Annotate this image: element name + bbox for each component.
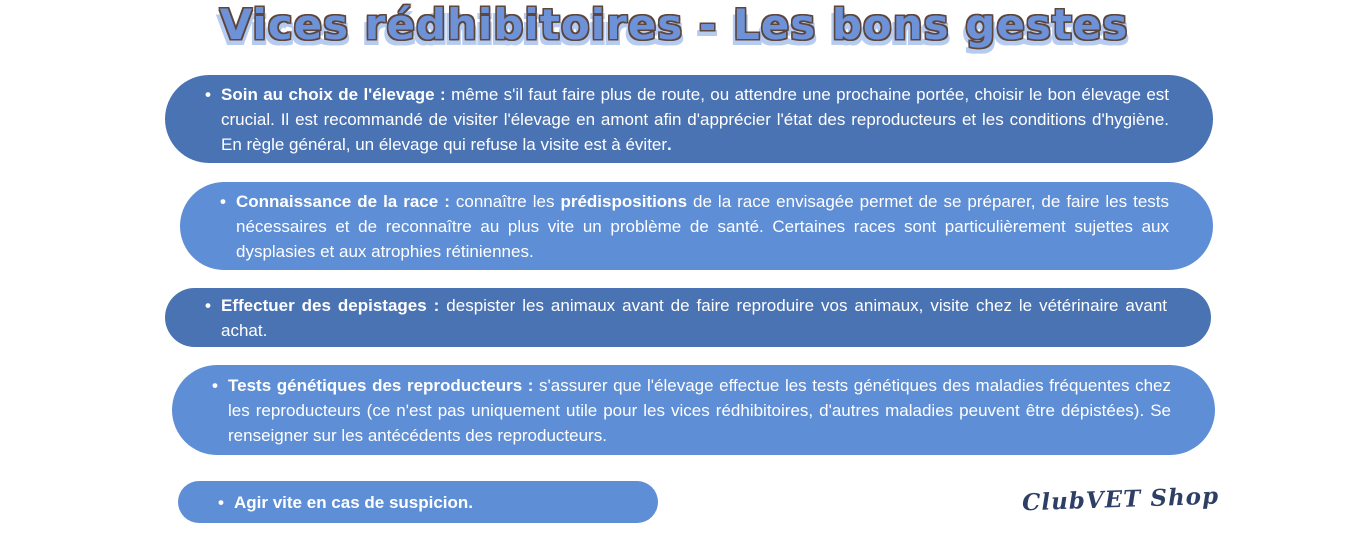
- tip-box-1: [165, 75, 1213, 163]
- tip-text-bold-segment: Effectuer des depistages :: [221, 295, 447, 315]
- tip-text-bold-segment: Connaissance de la race :: [236, 191, 456, 211]
- tip-text: [205, 82, 1169, 157]
- tip-text-bold-segment: .: [667, 134, 672, 154]
- bullet-icon: •: [212, 375, 218, 395]
- tip-text-segment: même s'il faut faire plus de route, ou attendre une prochaine portée, choisir le bon élevage est crucial. Il est recommandé de visiter l'élevage en amont afin d'apprécier l'état des reproducteurs et les conditions d'hygiène. En règle général, un élevage qui refuse la visite est à éviter: [221, 84, 1169, 154]
- tip-text-bold-segment: Agir vite en cas de suspicion.: [234, 492, 474, 512]
- brand-signature: ClubVET Shop: [1021, 482, 1220, 517]
- tip-text-segment: de la race envisagée permet de se préparer, de faire les tests nécessaires et de reconnaître au plus vite un problème de santé. Certaines races sont particulièrement sujettes aux dysplasies et aux atrophies rétiniennes.: [236, 191, 1169, 261]
- tip-text-bold-segment: prédispositions: [560, 191, 688, 211]
- bullet-icon: •: [218, 492, 224, 512]
- bullet-icon: •: [205, 84, 211, 104]
- tip-text: [205, 293, 1167, 343]
- tip-text: [218, 490, 614, 515]
- bullet-icon: •: [205, 295, 211, 315]
- tip-box-5: [178, 481, 658, 523]
- tip-box-3: [165, 288, 1211, 347]
- tip-text-segment: despister les animaux avant de faire reproduire vos animaux, visite chez le vétérinaire avant achat.: [221, 295, 1168, 340]
- tip-text-segment: s'assurer que l'élevage effectue les tests génétiques des maladies fréquentes chez les reproducteurs (ce n'est pas uniquement utile pour les vices rédhibitoires, d'autres maladies peuvent être dépistées). Se renseigner sur les antécédents des reproducteurs.: [228, 375, 1171, 445]
- bullet-icon: •: [220, 191, 226, 211]
- tip-box-2: [180, 182, 1213, 270]
- tip-box-4: [172, 365, 1215, 455]
- tip-text: [212, 373, 1171, 448]
- tip-text: [220, 189, 1169, 264]
- tip-text-bold-segment: Soin au choix de l'élevage :: [221, 84, 452, 104]
- page-title: Vices rédhibitoires - Les bons gestes: [219, 0, 1129, 49]
- tip-text-segment: connaître les: [455, 191, 561, 211]
- tip-text-bold-segment: Tests génétiques des reproducteurs :: [228, 375, 540, 395]
